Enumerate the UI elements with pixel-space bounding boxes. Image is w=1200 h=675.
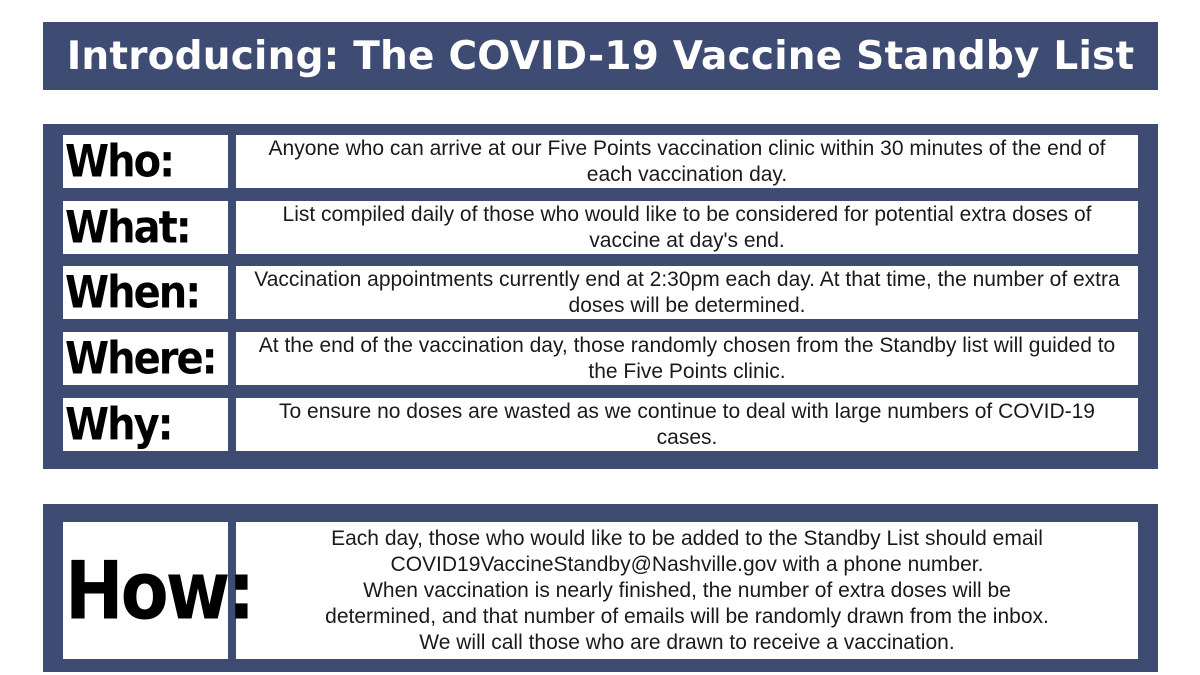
title-banner (43, 22, 1158, 90)
how-panel (43, 504, 1158, 672)
row-label: When: (65, 266, 200, 319)
how-line: COVID19VaccineStandby@Nashville.gov with a phone number. (390, 552, 984, 576)
how-line: We will call those who are drawn to receive a vaccination. (419, 630, 955, 654)
row-label-cell (63, 201, 228, 254)
row-label: What: (65, 201, 190, 254)
how-line: determined, and that number of emails will be randomly drawn from the inbox. (325, 604, 1049, 628)
row-label: Who: (65, 135, 174, 188)
row-when (63, 266, 1138, 319)
details-panel (43, 124, 1158, 469)
how-label-cell (63, 522, 253, 659)
row-label-cell (63, 266, 228, 319)
row-text: Anyone who can arrive at our Five Points vaccination clinic within 30 minutes of the end of each vaccination day. (236, 135, 1138, 188)
row-label-cell (63, 332, 228, 385)
row-label: Where: (65, 332, 216, 385)
page-title: Introducing: The COVID-19 Vaccine Standby List (66, 33, 1135, 79)
how-label: How: (65, 543, 253, 638)
row-text: List compiled daily of those who would like to be considered for potential extra doses of vaccine at day's end. (236, 201, 1138, 254)
row-who (63, 135, 1138, 188)
row-label-cell (63, 398, 228, 451)
row-how (63, 522, 1138, 659)
row-what (63, 201, 1138, 254)
row-label: Why: (65, 398, 172, 451)
row-where (63, 332, 1138, 385)
how-line: Each day, those who would like to be added to the Standby List should email (331, 526, 1043, 550)
how-line: When vaccination is nearly finished, the number of extra doses will be (363, 578, 1011, 602)
row-why (63, 398, 1138, 451)
row-text: Vaccination appointments currently end at 2:30pm each day. At that time, the number of extra doses will be determined. (236, 266, 1138, 319)
how-text (236, 522, 1138, 659)
row-label-cell (63, 135, 228, 188)
row-text: At the end of the vaccination day, those randomly chosen from the Standby list will guided to the Five Points clinic. (236, 332, 1138, 385)
row-text: To ensure no doses are wasted as we continue to deal with large numbers of COVID-19 cases. (236, 398, 1138, 451)
